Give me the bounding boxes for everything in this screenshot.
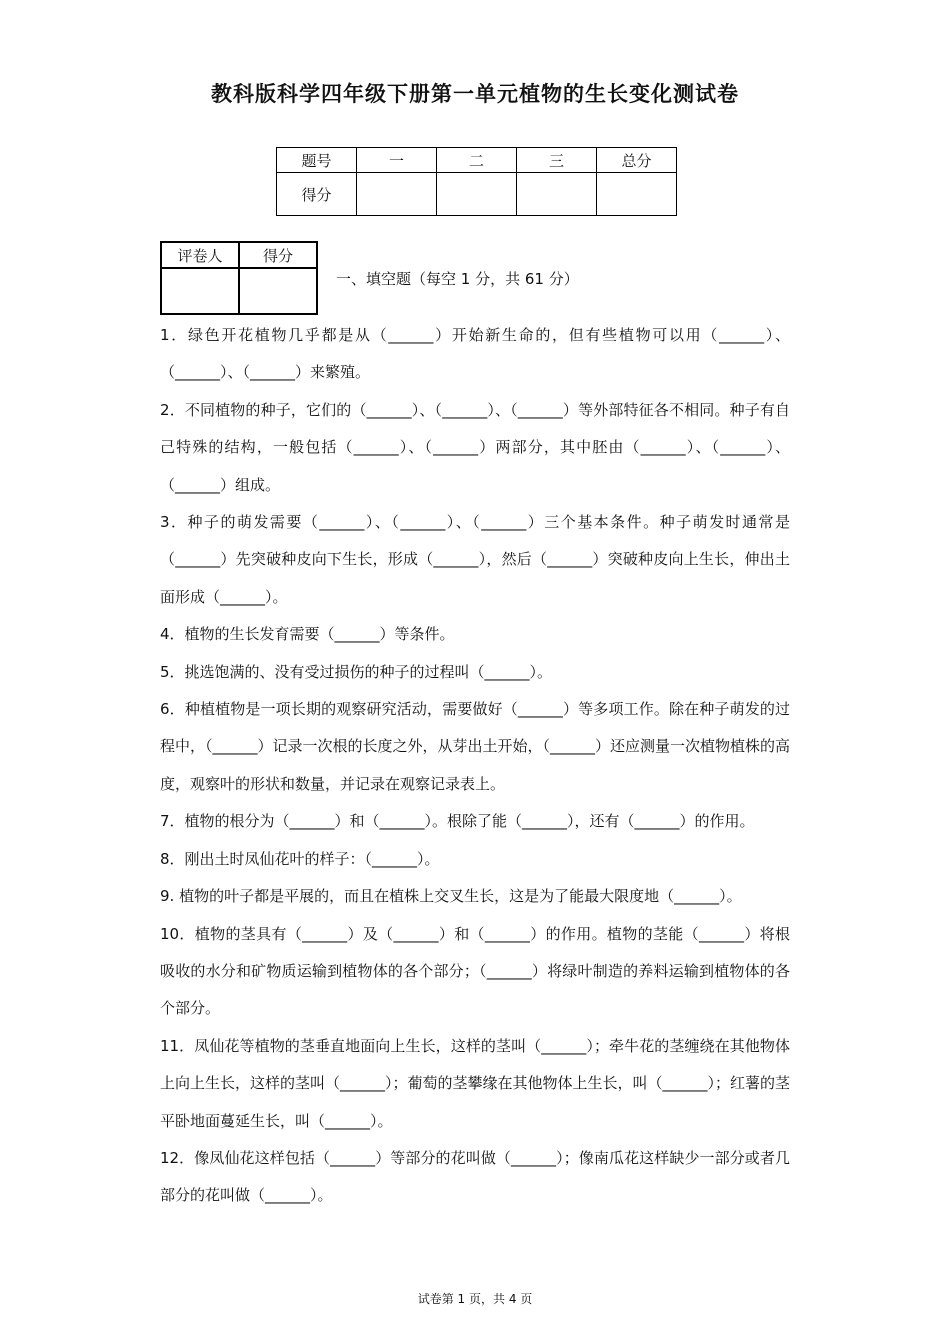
question-item: 6．种植植物是一项长期的观察研究活动，需要做好（______）等多项工作。除在种子萌发的过程中，（______）记录一次根的长度之外，从芽出土开始，（______）还应测量一次植物植株的高度，观察叶的形状和数量，并记录在观察记录表上。 xyxy=(160,700,791,793)
grader-table-header-score: 得分 xyxy=(239,242,317,268)
score-cell-total xyxy=(597,173,677,216)
question-item: 3．种子的萌发需要（______）、（______）、（______）三个基本条件。种子萌发时通常是（______）先突破种皮向下生长，形成（______），然后（______）突破种皮向上生长，伸出土面形成（______）。 xyxy=(160,513,790,606)
grader-cell-score xyxy=(239,268,317,314)
question-item: 11．凤仙花等植物的茎垂直地面向上生长，这样的茎叫（______）；牵牛花的茎缠绕在其他物体上向上生长，这样的茎叫（______）；葡萄的茎攀缘在其他物体上生长，叫（______）；红薯的茎平卧地面蔓延生长，叫（______）。 xyxy=(160,1036,791,1130)
score-table-header-part-1: 一 xyxy=(357,148,437,173)
score-table-header-part-2: 二 xyxy=(437,148,517,173)
page-title: 教科版科学四年级下册第一单元植物的生长变化测试卷 xyxy=(211,82,739,106)
score-table-header-row xyxy=(277,148,677,173)
score-table-header-total: 总分 xyxy=(597,148,677,173)
score-cell-part-3 xyxy=(517,173,597,216)
question-list xyxy=(160,317,790,1215)
score-table xyxy=(276,147,677,216)
question-item: 2．不同植物的种子，它们的（______）、（______）、（______）等外部特征各不相同。种子有自己特殊的结构，一般包括（______）、（______）两部分，其中胚由（______）、（______）、（______）组成。 xyxy=(160,400,790,494)
score-table-score-row xyxy=(277,173,677,216)
score-table-header-question-number: 题号 xyxy=(277,148,357,173)
score-table-header-part-3: 三 xyxy=(517,148,597,173)
grader-table-header-grader: 评卷人 xyxy=(161,242,239,268)
question-item: 5．挑选饱满的、没有受过损伤的种子的过程叫（______）。 xyxy=(160,662,553,681)
question-item: 8．刚出土时凤仙花叶的样子：（______）。 xyxy=(160,849,440,868)
question-item: 10．植物的茎具有（______）及（______）和（______）的作用。植物的茎能（______）将根吸收的水分和矿物质运输到植物体的各个部分；（______）将绿叶制造的养料运输到植物体的各个部分。 xyxy=(160,924,790,1018)
question-item: 12．像凤仙花这样包括（______）等部分的花叫做（______）；像南瓜花这样缺少一部分或者几部分的花叫做（______）。 xyxy=(160,1148,790,1205)
score-table-row-label: 得分 xyxy=(277,173,357,216)
grader-table-body-row xyxy=(161,268,317,314)
grader-table-header-row xyxy=(161,242,317,268)
question-item: 7．植物的根分为（______）和（______）。根除了能（______），还有（______）的作用。 xyxy=(160,812,755,831)
score-cell-part-2 xyxy=(437,173,517,216)
question-item: 1．绿色开花植物几乎都是从（______）开始新生命的，但有些植物可以用（______）、（______）、（______）来繁殖。 xyxy=(160,326,790,382)
score-cell-part-1 xyxy=(357,173,437,216)
grader-cell-grader xyxy=(161,268,239,314)
section-heading: 一、填空题（每空 1 分，共 61 分） xyxy=(336,270,579,288)
question-item: 9. 植物的叶子都是平展的，而且在植株上交叉生长，这是为了能最大限度地（______）。 xyxy=(160,887,742,906)
page-footer: 试卷第 1 页，共 4 页 xyxy=(417,1292,533,1306)
grader-table xyxy=(160,241,318,315)
question-item: 4．植物的生长发育需要（______）等条件。 xyxy=(160,625,455,644)
